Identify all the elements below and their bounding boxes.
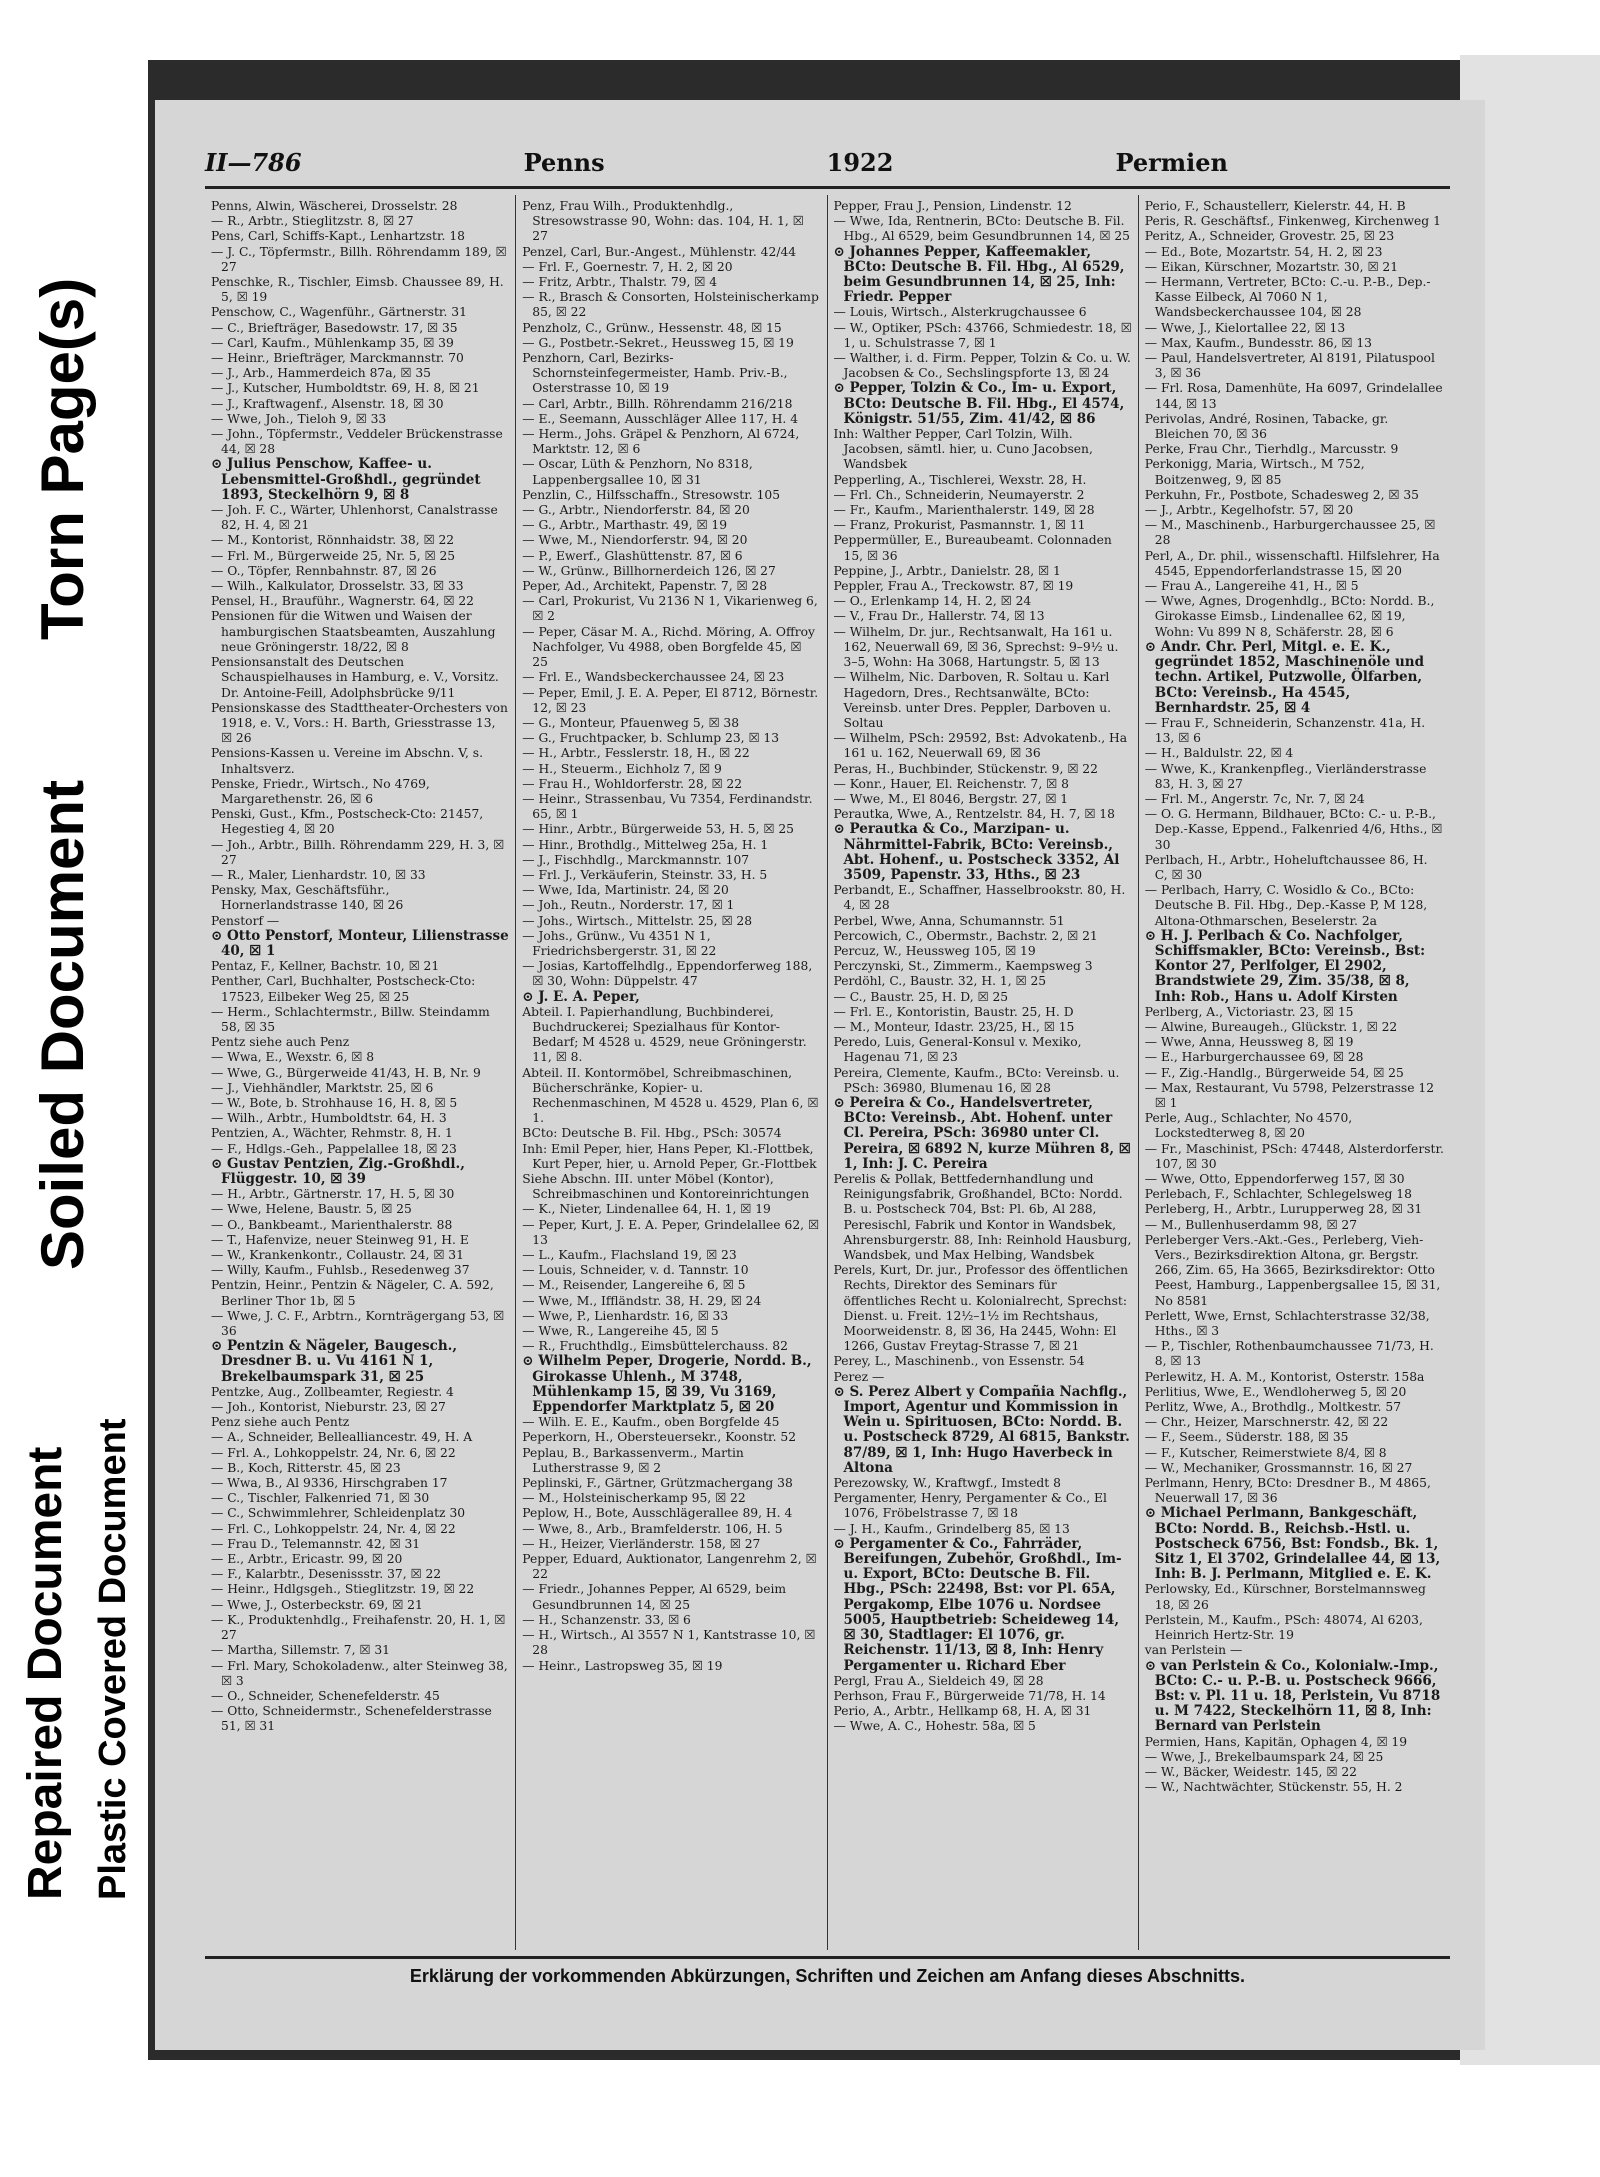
directory-entry: — Johs., Wirtsch., Mittelstr. 25, ☒ 28: [522, 913, 753, 928]
directory-entry: Peras, H., Buchbinder, Stückenstr. 9, ☒ 22: [833, 761, 1098, 776]
directory-entry: — R., Fruchthdlg., Eimsbüttelerchauss. 82: [522, 1339, 788, 1354]
directory-entry: — Friedr., Johannes Pepper, Al 6529, beim Gesundbrunnen 14, ☒ 25: [522, 1582, 787, 1612]
directory-entry: — Peper, Emil, J. E. A. Peper, El 8712, Börnestr. 12, ☒ 23: [522, 685, 819, 715]
directory-entry: Perez —: [833, 1369, 885, 1384]
directory-entry: van Perlstein —: [1144, 1643, 1243, 1658]
directory-entry: Perkuhn, Fr., Postbote, Schadesweg 2, ☒ 35: [1144, 487, 1420, 502]
directory-entry: — H., Wirtsch., Al 3557 N 1, Kantstrasse 10, ☒ 28: [522, 1628, 816, 1658]
page-header: [205, 144, 1450, 180]
column-3: [828, 195, 1139, 1950]
directory-entry: — Wwe, M., El 8046, Bergstr. 27, ☒ 1: [833, 791, 1069, 806]
directory-entry: — J., Viehhändler, Marktstr. 25, ☒ 6: [211, 1080, 434, 1095]
directory-entry: — G., Monteur, Pfauenweg 5, ☒ 38: [522, 715, 740, 730]
directory-entry: ⊙ Johannes Pepper, Kaffeemakler, BCto: Deutsche B. Fil. Hbg., Al 6529, beim Gesundbrunnen 14, ☒ 25, Inh: Friedr. Pepper: [833, 243, 1125, 306]
directory-entry: Perke, Frau Chr., Tierhdlg., Marcusstr. 9: [1144, 442, 1399, 457]
directory-entry: — Herm., Johs. Gräpel & Penzhorn, Al 6724, Marktstr. 12, ☒ 6: [522, 427, 800, 457]
directory-entry: Abteil. II. Kontormöbel, Schreibmaschinen, Bücherschränke, Kopier- u. Rechenmaschinen, M 4528 u. 4529, Plan 6, ☒ 1.: [522, 1065, 819, 1126]
directory-entry: — Walther, i. d. Firm. Pepper, Tolzin & Co. u. W. Jacobsen & Co., Sechslingspforte 13, ☒ 24: [833, 351, 1131, 381]
directory-entry: Penske, Friedr., Wirtsch., No 4769, Margarethenstr. 26, ☒ 6: [211, 776, 430, 806]
directory-entry: — Eikan, Kürschner, Mozartstr. 30, ☒ 21: [1144, 259, 1399, 274]
directory-entry: — Carl, Kaufm., Mühlenkamp 35, ☒ 39: [211, 335, 454, 350]
directory-entry: Perio, F., Schaustellerr, Kielerstr. 44, H. B: [1144, 199, 1406, 213]
directory-entry: — Wwe, Helene, Baustr. 5, ☒ 25: [211, 1202, 412, 1217]
directory-entry: — Wwe, J., Kielortallee 22, ☒ 13: [1144, 320, 1346, 335]
directory-entry: ⊙ Michael Perlmann, Bankgeschäft, BCto: Nordd. B., Reichsb.-Hstl. u. Postscheck 6756, Bst: Fondsb., Bk. 1, Sitz 1, El 3702, Grindelallee 44, ☒ 13, Inh: B. J. Perlmann, Mitglied e. E. K.: [1144, 1505, 1441, 1583]
directory-entry: — Frau H., Wohldorferstr. 28, ☒ 22: [522, 776, 743, 791]
directory-entry: ⊙ Perautka & Co., Marzipan- u. Nährmittel-Fabrik, BCto: Vereinsb., Abt. Hohenf., u. Postscheck 3352, Al 3509, Papenstr. 33, Hths., ☒ 23: [833, 821, 1120, 883]
directory-entry: — Frau D., Telemannstr. 42, ☒ 31: [211, 1536, 421, 1551]
directory-entry: — Heinr., Hdlgsgeh., Stieglitzstr. 19, ☒ 22: [211, 1582, 475, 1597]
directory-entry: — O., Töpfer, Rennbahnstr. 87, ☒ 26: [211, 563, 437, 578]
directory-entry: — J. C., Töpfermstr., Billh. Röhrendamm 189, ☒ 27: [211, 244, 507, 274]
column-2: [516, 195, 827, 1950]
directory-entry: Pereira, Clemente, Kaufm., BCto: Vereinsb. u. PSch: 36980, Blumenau 16, ☒ 28: [833, 1065, 1120, 1095]
directory-entry: BCto: Deutsche B. Fil. Hbg., PSch: 30574: [522, 1126, 782, 1141]
directory-entry: ⊙ S. Perez Albert y Compañia Nachflg., Import, Agentur und Kommission in Wein u. Spirituosen, BCto: Nordd. B. u. Postscheck 8729, Al 6815, Bankstr. 87/89, ☒ 1, Inh: Hugo Haverbeck in Altona: [833, 1383, 1130, 1476]
directory-entry: — Johs., Grünw., Vu 4351 N 1, Friedrichsbergerstr. 31, ☒ 22: [522, 928, 717, 958]
directory-entry: — O., Schneider, Schenefelderstr. 45: [211, 1688, 440, 1703]
directory-entry: — F., Hdlgs.-Geh., Pappelallee 18, ☒ 23: [211, 1141, 457, 1156]
directory-entry: Perlewitz, H. A. M., Kontorist, Osterstr. 158a: [1144, 1369, 1425, 1384]
directory-entry: Pens, Carl, Schiffs-Kapt., Lenhartzstr. 18: [211, 229, 465, 244]
directory-entry: Penz, Frau Wilh., Produktenhdlg., Stresowstrasse 90, Wohn: das. 104, H. 1, ☒ 27: [522, 199, 804, 244]
directory-entry: — H., Steuerm., Eichholz 7, ☒ 9: [522, 761, 722, 776]
directory-entry: — W., Krankenkontr., Collaustr. 24, ☒ 31: [211, 1248, 464, 1263]
directory-entry: — Frl. E., Wandsbeckerchaussee 24, ☒ 23: [522, 670, 785, 685]
directory-entry: ⊙ H. J. Perlbach & Co. Nachfolger, Schiffsmakler, BCto: Vereinsb., Bst: Kontor 27, Perlfolger, El 2902, Brandstwiete 29, Zim. 35/38, ☒ 8, Inh: Rob., Hans u. Adolf Kirsten: [1144, 927, 1426, 1005]
directory-entry: — Paul, Handelsvertreter, Al 8191, Pilatuspool 3, ☒ 36: [1144, 351, 1435, 381]
directory-entry: — Wwe, Ida, Rentnerin, BCto: Deutsche B. Fil. Hbg., Al 6529, beim Gesundbrunnen 14, ☒ 25: [833, 214, 1130, 244]
directory-entry: — Joh. F. C., Wärter, Uhlenhorst, Canalstrasse 82, H. 4, ☒ 21: [211, 503, 498, 533]
directory-entry: — Wilhelm, PSch: 29592, Bst: Advokatenb., Ha 161 u. 162, Neuerwall 69, ☒ 36: [833, 731, 1128, 761]
directory-entry: — O., Bankbeamt., Marienthalerstr. 88: [211, 1217, 453, 1232]
header-rule: [205, 186, 1450, 189]
directory-entry: — Wilhelm, Nic. Darboven, R. Soltau u. Karl Hagedorn, Dres., Rechtsanwälte, BCto: Vereinsb. unter Dres. Peppler, Darboven u. Soltau: [833, 670, 1112, 730]
directory-entry: — Otto, Schneidermstr., Schenefelderstrasse 51, ☒ 31: [211, 1704, 492, 1734]
directory-entry: Abteil. I. Papierhandlung, Buchbinderei, Buchdruckerei; Spezialhaus für Kontor-Bedarf; M 4528 u. 4529, neue Gröningerstr. 11, ☒ 8.: [522, 1004, 807, 1065]
directory-entry: Pepperling, A., Tischlerei, Wexstr. 28, H.: [833, 472, 1087, 487]
directory-entry: — Wwe, J. C. F., Arbtrn., Kornträgergang 53, ☒ 36: [211, 1308, 505, 1339]
directory-entry: Pensky, Max, Geschäftsführ., Hornerlandstrasse 140, ☒ 26: [211, 883, 404, 913]
directory-entry: ⊙ Pereira & Co., Handelsvertreter, BCto: Vereinsb., Abt. Hohenf. unter Cl. Pereira, PSch: 36980 unter Cl. Pereira, ☒ 6892 N, kurze Mühren 8, ☒ 1, Inh: J. C. Pereira: [833, 1094, 1131, 1172]
directory-entry: Perkonigg, Maria, Wirtsch., M 752, Boitzenweg, 9, ☒ 85: [1144, 457, 1365, 487]
directory-entry: — O. G. Hermann, Bildhauer, BCto: C.- u. P.-B., Dep.-Kasse, Eppend., Falkenried 4/6, Hths., ☒ 30: [1144, 807, 1443, 852]
directory-entry: Perey, L., Maschinenb., von Essenstr. 54: [833, 1354, 1085, 1369]
directory-entry: — Frl. J., Verkäuferin, Steinstr. 33, H. 5: [522, 867, 768, 882]
directory-entry: — C., Baustr. 25, H. D, ☒ 25: [833, 989, 1009, 1004]
directory-entry: Pensionen für die Witwen und Waisen der hamburgischen Staatsbeamten, Auszahlung neue Gröningerstr. 18/22, ☒ 8: [211, 609, 496, 654]
directory-entry: Penski, Gust., Kfm., Postscheck-Cto: 21457, Hegestieg 4, ☒ 20: [211, 807, 484, 837]
repaired-document-label: Repaired Document: [19, 1446, 72, 1900]
directory-entry: ⊙ Gustav Pentzien, Zig.-Großhdl., Flüggestr. 10, ☒ 39: [211, 1155, 465, 1187]
directory-entry: — P., Tischler, Rothenbaumchaussee 71/73, H. 8, ☒ 13: [1144, 1339, 1434, 1369]
directory-entry: — Hermann, Vertreter, BCto: C.-u. P.-B., Dep.-Kasse Eilbeck, Al 7060 N 1, Wandsbeckerchaussee 104, ☒ 28: [1144, 275, 1431, 320]
directory-entry: — Wwe, K., Krankenpfleg., Vierländerstrasse 83, H. 3, ☒ 27: [1144, 761, 1427, 791]
directory-entry: — Wwe, R., Langereihe 45, ☒ 5: [522, 1324, 719, 1339]
directory-entry: Penschke, R., Tischler, Eimsb. Chaussee 89, H. 5, ☒ 19: [211, 275, 504, 305]
directory-entry: — Frl. Rosa, Damenhüte, Ha 6097, Grindelallee 144, ☒ 13: [1144, 381, 1443, 411]
directory-entry: — G., Arbtr., Marthastr. 49, ☒ 19: [522, 518, 728, 533]
directory-entry: ⊙ Pentzin & Nägeler, Baugesch., Dresdner B. u. Vu 4161 N 1, Brekelbaumspark 31, ☒ 25: [211, 1338, 458, 1385]
directory-entry: — Franz, Prokurist, Pasmannstr. 1, ☒ 11: [833, 518, 1086, 533]
directory-entry: — P., Ewerf., Glashüttenstr. 87, ☒ 6: [522, 548, 743, 563]
directory-entry: — M., Kontorist, Rönnhaidstr. 38, ☒ 22: [211, 533, 455, 548]
directory-entry: ⊙ Pergamenter & Co., Fahrräder, Bereifungen, Zubehör, Großhdl., Im- u. Export, BCto: Deutsche B. Fil. Hbg., PSch: 22498, Bst: vor Pl. 65A, Pergakomp, Elbe 1076 u. Nordsee 5005, Hauptbetrieb: Scheideweg 14, ☒ 30, Stadtlager: El 1076, gr. Reichenstr. 11/13, ☒ 8, Inh: Henry Pergamenter u. Richard Eber: [833, 1535, 1122, 1674]
directory-entry: Perlowsky, Ed., Kürschner, Borstelmannsweg 18, ☒ 26: [1144, 1582, 1426, 1612]
directory-entry: — Perlbach, Harry, C. Wosidlo & Co., BCto: Deutsche B. Fil. Hbg., Dep.-Kasse P, M 128, Altona-Othmarschen, Beselerstr. 2a: [1144, 883, 1428, 928]
directory-entry: Percowich, C., Obermstr., Bachstr. 2, ☒ 21: [833, 928, 1098, 943]
directory-entry: — Wwe, Ida, Martinistr. 24, ☒ 20: [522, 883, 729, 898]
directory-entry: Perezowsky, W., Kraftwgf., Imstedt 8: [833, 1476, 1061, 1491]
directory-entry: — Heinr., Lastropsweg 35, ☒ 19: [522, 1658, 723, 1673]
directory-entry: — Wwe, A. C., Hohestr. 58a, ☒ 5: [833, 1719, 1036, 1734]
directory-entry: ⊙ Pepper, Tolzin & Co., Im- u. Export, BCto: Deutsche B. Fil. Hbg., El 4574, Königstr. 51/55, Zim. 41/42, ☒ 86: [833, 380, 1125, 427]
directory-entry: — Frau A., Langereihe 41, H., ☒ 5: [1144, 579, 1359, 594]
directory-page: [155, 100, 1485, 2050]
directory-entry: — Wwe, J., Osterbeckstr. 69, ☒ 21: [211, 1597, 423, 1612]
directory-entry: Permien, Hans, Kapitän, Ophagen 4, ☒ 19: [1144, 1734, 1408, 1749]
directory-entry: Perbandt, E., Schaffner, Hasselbrookstr. 80, H. 4, ☒ 28: [833, 883, 1126, 913]
directory-entry: — T., Hafenvize, neuer Steinweg 91, H. E: [211, 1232, 469, 1247]
directory-entry: — R., Arbtr., Stieglitzstr. 8, ☒ 27: [211, 214, 414, 229]
directory-entry: — F., Kutscher, Reimerstwiete 8/4, ☒ 8: [1144, 1445, 1387, 1460]
directory-entry: — Fr., Kaufm., Marienthalerstr. 149, ☒ 28: [833, 503, 1095, 518]
directory-entry: Penstorf —: [211, 913, 280, 928]
directory-entry: — Peper, Kurt, J. E. A. Peper, Grindelallee 62, ☒ 13: [522, 1217, 819, 1247]
directory-entry: Siehe Abschn. III. unter Möbel (Kontor), Schreibmaschinen und Kontoreinrichtungen: [522, 1172, 810, 1202]
directory-entry: — F., Kalarbtr., Desenissstr. 37, ☒ 22: [211, 1567, 442, 1582]
directory-entry: — W., Nachtwächter, Stückenstr. 55, H. 2: [1144, 1780, 1403, 1795]
directory-entry: — Wwe, M., Iffländstr. 38, H. 29, ☒ 24: [522, 1293, 762, 1308]
directory-entry: — Wwe, Agnes, Drogenhdlg., BCto: Nordd. B., Girokasse Eimsb., Lindenallee 62, ☒ 19, Wohn: Vu 899 N 8, Schäferstr. 28, ☒ 6: [1144, 594, 1435, 639]
directory-entry: — M., Bullenhuserdamm 98, ☒ 27: [1144, 1217, 1358, 1232]
directory-entry: — W., Optiker, PSch: 43766, Schmiedestr. 18, ☒ 1, u. Schulstrasse 7, ☒ 1: [833, 320, 1132, 350]
directory-entry: — Frl. E., Kontoristin, Baustr. 25, H. D: [833, 1004, 1074, 1019]
directory-entry: — John., Töpfermstr., Veddeler Brückenstrasse 44, ☒ 28: [211, 427, 503, 457]
directory-entry: Peredo, Luis, General-Konsul v. Mexiko, Hagenau 71, ☒ 23: [833, 1035, 1082, 1065]
directory-entry: — G., Arbtr., Niendorferstr. 84, ☒ 20: [522, 503, 750, 518]
directory-entry: Peppermüller, E., Bureaubeamt. Colonnaden 15, ☒ 36: [833, 533, 1112, 563]
directory-entry: Penzel, Carl, Bur.-Angest., Mühlenstr. 42/44: [522, 244, 797, 259]
directory-entry: Perbel, Wwe, Anna, Schumannstr. 51: [833, 913, 1065, 928]
directory-entry: — Wwa, E., Wexstr. 6, ☒ 8: [211, 1050, 375, 1065]
directory-entry: — Wilh., Kalkulator, Drosselstr. 33, ☒ 33: [211, 579, 464, 594]
directory-entry: — Joh., Kontorist, Nieburstr. 23, ☒ 27: [211, 1400, 446, 1415]
directory-entry: Pentaz, F., Kellner, Bachstr. 10, ☒ 21: [211, 959, 440, 974]
directory-entry: Peplau, B., Barkassenverm., Martin Lutherstrasse 9, ☒ 2: [522, 1445, 744, 1475]
directory-entry: — Heinr., Strassenbau, Vu 7354, Ferdinandstr. 65, ☒ 1: [522, 791, 813, 822]
directory-entry: — L., Kaufm., Flachsland 19, ☒ 23: [522, 1248, 737, 1263]
directory-entry: — Wwe, P., Lienhardstr. 16, ☒ 33: [522, 1308, 729, 1323]
directory-entry: — J., Kraftwagenf., Alsenstr. 18, ☒ 30: [211, 396, 444, 411]
directory-entry: Peper, Ad., Architekt, Papenstr. 7, ☒ 28: [522, 579, 768, 594]
directory-entry: Peplow, H., Bote, Ausschlägerallee 89, H. 4: [522, 1506, 793, 1521]
directory-entry: Perlberg, A., Victoriastr. 23, ☒ 15: [1144, 1004, 1354, 1019]
directory-entry: — Hinr., Brothdlg., Mittelweg 25a, H. 1: [522, 837, 769, 852]
directory-entry: Inh: Walther Pepper, Carl Tolzin, Wilh. Jacobsen, sämtl. hier, u. Cuno Jacobsen, Wandsbek: [833, 427, 1093, 472]
directory-entry: — W., Bäcker, Weidestr. 145, ☒ 22: [1144, 1764, 1357, 1779]
directory-entry: — C., Tischler, Falkenried 71, ☒ 30: [211, 1491, 430, 1506]
directory-entry: — Wwa, B., Al 9336, Hirschgraben 17: [211, 1476, 448, 1491]
footer-rule: [205, 1956, 1450, 1959]
directory-entry: — Wwe, J., Brekelbaumspark 24, ☒ 25: [1144, 1749, 1384, 1764]
header-left-word: Penns: [523, 147, 605, 177]
directory-entry: — O., Erlenkamp 14, H. 2, ☒ 24: [833, 594, 1032, 609]
directory-entry: — Carl, Arbtr., Billh. Röhrendamm 216/218: [522, 396, 793, 411]
directory-entry: Perhson, Frau F., Bürgerweide 71/78, H. 14: [833, 1688, 1106, 1703]
soiled-document-label: Soiled Document: [29, 779, 96, 1270]
directory-entry: — Herm., Schlachtermstr., Billw. Steindamm 58, ☒ 35: [211, 1004, 490, 1034]
directory-entry: — K., Nieter, Lindenallee 64, H. 1, ☒ 19: [522, 1202, 771, 1217]
directory-entry: Perl, A., Dr. phil., wissenschaftl. Hilfslehrer, Ha 4545, Eppendorferlandstrasse 15, ☒ 20: [1144, 548, 1440, 578]
directory-entry: — Wwe, G., Bürgerweide 41/43, H. B, Nr. 9: [211, 1065, 481, 1080]
header-year: 1922: [826, 147, 894, 177]
directory-entry: — M., Holsteinischerkamp 95, ☒ 22: [522, 1491, 746, 1506]
directory-entry: — H., Baldulstr. 22, ☒ 4: [1144, 746, 1294, 761]
directory-entry: — J. H., Kaufm., Grindelberg 85, ☒ 13: [833, 1521, 1070, 1536]
directory-entry: — Ed., Bote, Mozartstr. 54, H. 2, ☒ 23: [1144, 244, 1383, 259]
directory-entry: ⊙ Julius Penschow, Kaffee- u. Lebensmittel-Großhdl., gegründet 1893, Steckelhörn 9, ☒ 8: [211, 456, 481, 503]
directory-entry: ⊙ van Perlstein & Co., Kolonialw.-Imp., BCto: C.- u. P.-B. u. Postscheck 9666, Bst: v. Pl. 11 u. 18, Perlstein, Vu 8718 u. M 7422, Steckelhörn 11, ☒ 8, Inh: Bernard van Perlstein: [1144, 1657, 1441, 1735]
directory-columns: [205, 195, 1450, 1950]
directory-entry: — V., Frau Dr., Hallerstr. 74, ☒ 13: [833, 609, 1045, 624]
directory-entry: — Oscar, Lüth & Penzhorn, No 8318, Lappenbergsallee 10, ☒ 31: [522, 457, 753, 487]
directory-entry: Perlstein, M., Kaufm., PSch: 48074, Al 6203, Heinrich Hertz-Str. 19: [1144, 1612, 1423, 1643]
directory-entry: Pentzke, Aug., Zollbeamter, Regiestr. 4: [211, 1384, 454, 1399]
directory-entry: — E., Arbtr., Ericastr. 99, ☒ 20: [211, 1552, 403, 1567]
directory-entry: — Wwe, 8., Arb., Bramfelderstr. 106, H. 5: [522, 1521, 783, 1536]
directory-entry: — Frl. Ch., Schneiderin, Neumayerstr. 2: [833, 487, 1085, 502]
directory-entry: Perdöhl, C., Baustr. 32, H. 1, ☒ 25: [833, 974, 1047, 989]
directory-entry: Perlitius, Wwe, E., Wendloherweg 5, ☒ 20: [1144, 1384, 1407, 1399]
directory-entry: — Frl. M., Bürgerweide 25, Nr. 5, ☒ 25: [211, 548, 456, 563]
directory-entry: Penz siehe auch Pentz: [211, 1415, 350, 1430]
directory-entry: — E., Seemann, Ausschläger Allee 117, H. 4: [522, 411, 799, 426]
directory-entry: — H., Schanzenstr. 33, ☒ 6: [522, 1612, 691, 1627]
directory-entry: — Max, Restaurant, Vu 5798, Pelzerstrasse 12 ☒ 1: [1144, 1080, 1435, 1110]
directory-entry: — Hinr., Arbtr., Bürgerweide 53, H. 5, ☒ 25: [522, 822, 794, 837]
directory-entry: — Josias, Kartoffelhdlg., Eppendorferweg 188, ☒ 30, Wohn: Düppelstr. 47: [522, 959, 813, 989]
directory-entry: Peppine, J., Arbtr., Danielstr. 28, ☒ 1: [833, 563, 1061, 578]
directory-entry: — Frau F., Schneiderin, Schanzenstr. 41a, H. 13, ☒ 6: [1144, 715, 1426, 746]
directory-entry: Peplinski, F., Gärtner, Grützmachergang 38: [522, 1476, 793, 1491]
torn-pages-label: Torn Page(s): [29, 277, 96, 640]
directory-entry: Pentzin, Heinr., Pentzin & Nägeler, C. A. 592, Berliner Thor 1b, ☒ 5: [211, 1278, 494, 1308]
directory-entry: — Joh., Reutn., Norderstr. 17, ☒ 1: [522, 898, 735, 913]
directory-entry: — Peper, Cäsar M. A., Richd. Möring, A. Offroy Nachfolger, Vu 4988, oben Borgfelde 45, ☒ 25: [522, 624, 815, 670]
page-footer: Erklärung der vorkommenden Abkürzungen, Schriften und Zeichen am Anfang dieses Abschnitts.: [409, 1966, 1246, 1986]
directory-entry: — Wwe, Otto, Eppendorferweg 157, ☒ 30: [1144, 1172, 1405, 1186]
directory-entry: — Frl. A., Lohkoppelstr. 24, Nr. 6, ☒ 22: [211, 1445, 456, 1460]
directory-entry: — G., Postbetr.-Sekret., Heussweg 15, ☒ 19: [522, 335, 794, 350]
directory-entry: Pensions-Kassen u. Vereine im Abschn. V, s. Inhaltsverz.: [211, 746, 484, 776]
column-4: [1139, 195, 1450, 1950]
directory-entry: Perels, Kurt, Dr. jur., Professor des öffentlichen Rechts, Direktor des Seminars für öffentliches Recht u. Kolonialrecht, Sprechst: Dienst. u. Freit. 12½–1½ im Rechtshaus, Moorweidenstr. 8, ☒ 36, Ha 2445, Wohn: El 1266, Gustav Freytag-Strasse 7, ☒ 21: [833, 1263, 1129, 1354]
directory-entry: — J., Kutscher, Humboldtstr. 69, H. 8, ☒ 21: [211, 381, 480, 396]
directory-entry: — Willy, Kaufm., Fuhlsb., Resedenweg 37: [211, 1263, 470, 1278]
plastic-covered-label: Plastic Covered Document: [92, 1418, 134, 1900]
directory-entry: — E., Harburgerchaussee 69, ☒ 28: [1144, 1050, 1364, 1065]
directory-entry: Perlmann, Henry, BCto: Dresdner B., M 4865, Neuerwall 17, ☒ 36: [1144, 1476, 1431, 1506]
directory-entry: — Wwe, Joh., Tieloh 9, ☒ 33: [211, 411, 387, 426]
directory-entry: Perczynski, St., Zimmerm., Kaempsweg 3: [833, 959, 1093, 974]
directory-entry: — Alwine, Bureaugeh., Glückstr. 1, ☒ 22: [1144, 1019, 1398, 1034]
directory-entry: — H., Heizer, Vierländerstr. 158, ☒ 27: [522, 1536, 761, 1551]
directory-entry: — H., Arbtr., Gärtnerstr. 17, H. 5, ☒ 30: [211, 1187, 455, 1202]
directory-entry: — Wwe, Anna, Heussweg 8, ☒ 19: [1144, 1035, 1354, 1050]
directory-entry: — R., Brasch & Consorten, Holsteinischerkamp 85, ☒ 22: [522, 290, 819, 320]
directory-entry: Penzlin, C., Hilfsschaffn., Stresowstr. 105: [522, 487, 781, 502]
directory-entry: — Wilh., Arbtr., Humboldtstr. 64, H. 3: [211, 1111, 447, 1126]
directory-entry: Penschow, C., Wagenführ., Gärtnerstr. 31: [211, 305, 467, 320]
directory-entry: Penzhorn, Carl, Bezirks-Schornsteinfegermeister, Hamb. Priv.-B., Osterstrasse 10, ☒ 19: [522, 351, 788, 396]
directory-entry: Perio, A., Arbtr., Hellkamp 68, H. A, ☒ 31: [833, 1704, 1092, 1719]
directory-entry: — H., Arbtr., Fesslerstr. 18, H., ☒ 22: [522, 746, 750, 761]
directory-entry: — M., Reisender, Langereihe 6, ☒ 5: [522, 1278, 746, 1293]
directory-entry: Penther, Carl, Buchhalter, Postscheck-Cto: 17523, Eilbeker Weg 25, ☒ 25: [211, 974, 476, 1004]
directory-entry: — M., Maschinenb., Harburgerchaussee 25, ☒ 28: [1144, 518, 1436, 548]
directory-entry: — Joh., Arbtr., Billh. Röhrendamm 229, H. 3, ☒ 27: [211, 837, 505, 867]
directory-entry: — W., Mechaniker, Grossmannstr. 16, ☒ 27: [1144, 1460, 1413, 1475]
directory-entry: — J., Fischhdlg., Marckmannstr. 107: [522, 852, 750, 867]
directory-entry: ⊙ Andr. Chr. Perl, Mitgl. e. E. K., gegründet 1852, Maschinenöle und techn. Artikel, Putzwolle, Ölfarben, BCto: Vereinsb., Ha 4545, Bernhardstr. 25, ☒ 4: [1144, 638, 1425, 716]
directory-entry: — Frl. F., Goernestr. 7, H. 2, ☒ 20: [522, 259, 733, 274]
directory-entry: — J., Arbtr., Kegelhofstr. 57, ☒ 20: [1144, 503, 1354, 518]
directory-entry: ⊙ Wilhelm Peper, Drogerie, Nordd. B., Girokasse Uhlenh., M 3748, Mühlenkamp 15, ☒ 39, Vu 3169, Eppendorfer Marktplatz 5, ☒ 20: [522, 1353, 812, 1416]
directory-entry: — J., Arb., Hammerdeich 87a, ☒ 35: [211, 366, 431, 381]
directory-entry: — M., Monteur, Idastr. 23/25, H., ☒ 15: [833, 1019, 1075, 1034]
directory-entry: — Heinr., Briefträger, Marckmannstr. 70: [211, 351, 464, 366]
directory-entry: Perautka, Wwe, A., Rentzelstr. 84, H. 7, ☒ 18: [833, 807, 1115, 822]
directory-entry: — F., Zig.-Handlg., Bürgerweide 54, ☒ 25: [1144, 1065, 1404, 1080]
directory-entry: ⊙ Otto Penstorf, Monteur, Lilienstrasse 40, ☒ 1: [211, 927, 509, 959]
directory-entry: — R., Maler, Lienhardstr. 10, ☒ 33: [211, 867, 426, 882]
directory-entry: Pepper, Eduard, Auktionator, Langenrehm 2, ☒ 22: [522, 1552, 817, 1582]
directory-entry: — Frl. C., Lohkoppelstr. 24, Nr. 4, ☒ 22: [211, 1521, 456, 1536]
directory-entry: — W., Grünw., Billhornerdeich 126, ☒ 27: [522, 563, 776, 578]
directory-entry: Peritz, A., Schneider, Grovestr. 25, ☒ 23: [1144, 229, 1395, 244]
directory-entry: Perleberg, H., Arbtr., Lurupperweg 28, ☒ 31: [1144, 1202, 1423, 1217]
header-right-word: Permien: [1115, 147, 1228, 177]
page-number: II—786: [205, 147, 302, 177]
column-1: [205, 195, 516, 1950]
directory-entry: Perleberger Vers.-Akt.-Ges., Perleberg, Vieh-Vers., Bezirksdirektion Altona, gr. Bergstr. 266, Zim. 65, Ha 3665, Bezirksdirektor: Otto Peest, Hamburg., Lappenbergsallee 15, ☒ 31, No 8581: [1144, 1232, 1441, 1308]
directory-entry: Perivolas, André, Rosinen, Tabacke, gr. Bleichen 70, ☒ 36: [1144, 411, 1389, 442]
directory-entry: — G., Fruchtpacker, b. Schlump 23, ☒ 13: [522, 731, 780, 746]
directory-entry: Perlitz, Wwe, A., Brothdlg., Moltkestr. 57: [1144, 1400, 1402, 1415]
directory-entry: — C., Schwimmlehrer, Schleidenplatz 30: [211, 1506, 466, 1521]
directory-entry: — Fritz, Arbtr., Thalstr. 79, ☒ 4: [522, 275, 718, 290]
directory-entry: Pensionskasse des Stadttheater-Orchesters von 1918, e. V., Vors.: H. Barth, Griesstrasse 13, ☒ 26: [211, 700, 508, 746]
directory-entry: Peperkorn, H., Obersteuersekr., Koonstr. 52: [522, 1430, 797, 1445]
directory-entry: — C., Briefträger, Basedowstr. 17, ☒ 35: [211, 320, 458, 335]
directory-entry: Perle, Aug., Schlachter, No 4570, Lockstedterweg 8, ☒ 20: [1144, 1111, 1353, 1141]
directory-entry: — Frl. Mary, Schokoladenw., alter Steinweg 38, ☒ 3: [211, 1658, 508, 1688]
directory-entry: — B., Koch, Ritterstr. 45, ☒ 23: [211, 1460, 401, 1475]
directory-entry: Perelis & Pollak, Bettfedernhandlung und Reinigungsfabrik, Großhandel, BCto: Nordd. B. u. Postscheck 704, Bst: Pl. 6b, Al 288, Peresischl, Fabrik und Kontor in Wandsbek, Ahrensburgerstr. 88, Inh: Reinhold Hausburg, Wandsbek, und Max Helbing, Wandsbek: [833, 1172, 1132, 1263]
directory-entry: Pergl, Frau A., Sieldeich 49, ☒ 28: [833, 1673, 1044, 1688]
directory-entry: Pentzien, A., Wächter, Rehmstr. 8, H. 1: [211, 1126, 453, 1141]
directory-entry: Pensionsanstalt des Deutschen Schauspielhauses in Hamburg, e. V., Vorsitz. Dr. Antoine-Feill, Adolphsbrücke 9/11: [211, 655, 499, 700]
directory-entry: Percuz, W., Heussweg 105, ☒ 19: [833, 943, 1036, 958]
directory-entry: — F., Seem., Süderstr. 188, ☒ 35: [1144, 1430, 1349, 1445]
directory-entry: — Chr., Heizer, Marschnerstr. 42, ☒ 22: [1144, 1415, 1389, 1430]
directory-entry: ⊙ J. E. A. Peper,: [522, 988, 640, 1005]
directory-entry: — Carl, Prokurist, Vu 2136 N 1, Vikarienweg 6, ☒ 2: [522, 594, 818, 624]
directory-entry: — Wwe, M., Niendorferstr. 94, ☒ 20: [522, 533, 748, 548]
directory-entry: Pensel, H., Brauführ., Wagnerstr. 64, ☒ 22: [211, 594, 475, 609]
directory-entry: — Wilhelm, Dr. jur., Rechtsanwalt, Ha 161 u. 162, Neuerwall 69, ☒ 36, Sprechst: 9–9½ u. 3–5, Wohn: Ha 3068, Hartungstr. 5, ☒ 13: [833, 624, 1119, 670]
directory-entry: — Louis, Schneider, v. d. Tannstr. 10: [522, 1263, 749, 1278]
directory-entry: Penns, Alwin, Wäscherei, Drosselstr. 28: [211, 199, 458, 213]
directory-entry: Inh: Emil Peper, hier, Hans Peper, Kl.-Flottbek, Kurt Peper, hier, u. Arnold Peper, Gr.-Flottbek: [522, 1141, 817, 1171]
directory-entry: — K., Produktenhdlg., Freihafenstr. 20, H. 1, ☒ 27: [211, 1612, 506, 1643]
directory-entry: Pepper, Frau J., Pension, Lindenstr. 12: [833, 199, 1072, 213]
directory-entry: — Max, Kaufm., Bundesstr. 86, ☒ 13: [1144, 335, 1372, 350]
directory-entry: Peppler, Frau A., Treckowstr. 87, ☒ 19: [833, 579, 1074, 594]
directory-entry: — Frl. M., Angerstr. 7c, Nr. 7, ☒ 24: [1144, 791, 1365, 806]
directory-entry: Pentz siehe auch Penz: [211, 1035, 350, 1050]
directory-entry: Perlebach, F., Schlachter, Schlegelsweg 18: [1144, 1187, 1412, 1202]
directory-entry: — Konr., Hauer, El. Reichenstr. 7, ☒ 8: [833, 776, 1069, 791]
directory-entry: Perlbach, H., Arbtr., Hoheluftchaussee 86, H. C, ☒ 30: [1144, 852, 1428, 882]
directory-entry: Penzholz, C., Grünw., Hessenstr. 48, ☒ 15: [522, 320, 782, 335]
directory-entry: Perlett, Wwe, Ernst, Schlachterstrasse 32/38, Hths., ☒ 3: [1144, 1308, 1430, 1339]
directory-entry: — W., Bote, b. Strohhause 16, H. 8, ☒ 5: [211, 1095, 458, 1110]
directory-entry: — Fr., Maschinist, PSch: 47448, Alsterdorferstr. 107, ☒ 30: [1144, 1141, 1444, 1171]
directory-entry: — Wilh. E. E., Kaufm., oben Borgfelde 45: [522, 1415, 780, 1430]
directory-entry: — Louis, Wirtsch., Alsterkrugchaussee 6: [833, 305, 1087, 320]
directory-entry: — Martha, Sillemstr. 7, ☒ 31: [211, 1643, 390, 1658]
directory-entry: Pergamenter, Henry, Pergamenter & Co., El 1076, Fröbelstrasse 7, ☒ 18: [833, 1491, 1107, 1521]
directory-entry: — A., Schneider, Bellealliancestr. 49, H. A: [211, 1430, 473, 1445]
directory-entry: Peris, R. Geschäftsf., Finkenweg, Kirchenweg 1: [1144, 214, 1441, 229]
